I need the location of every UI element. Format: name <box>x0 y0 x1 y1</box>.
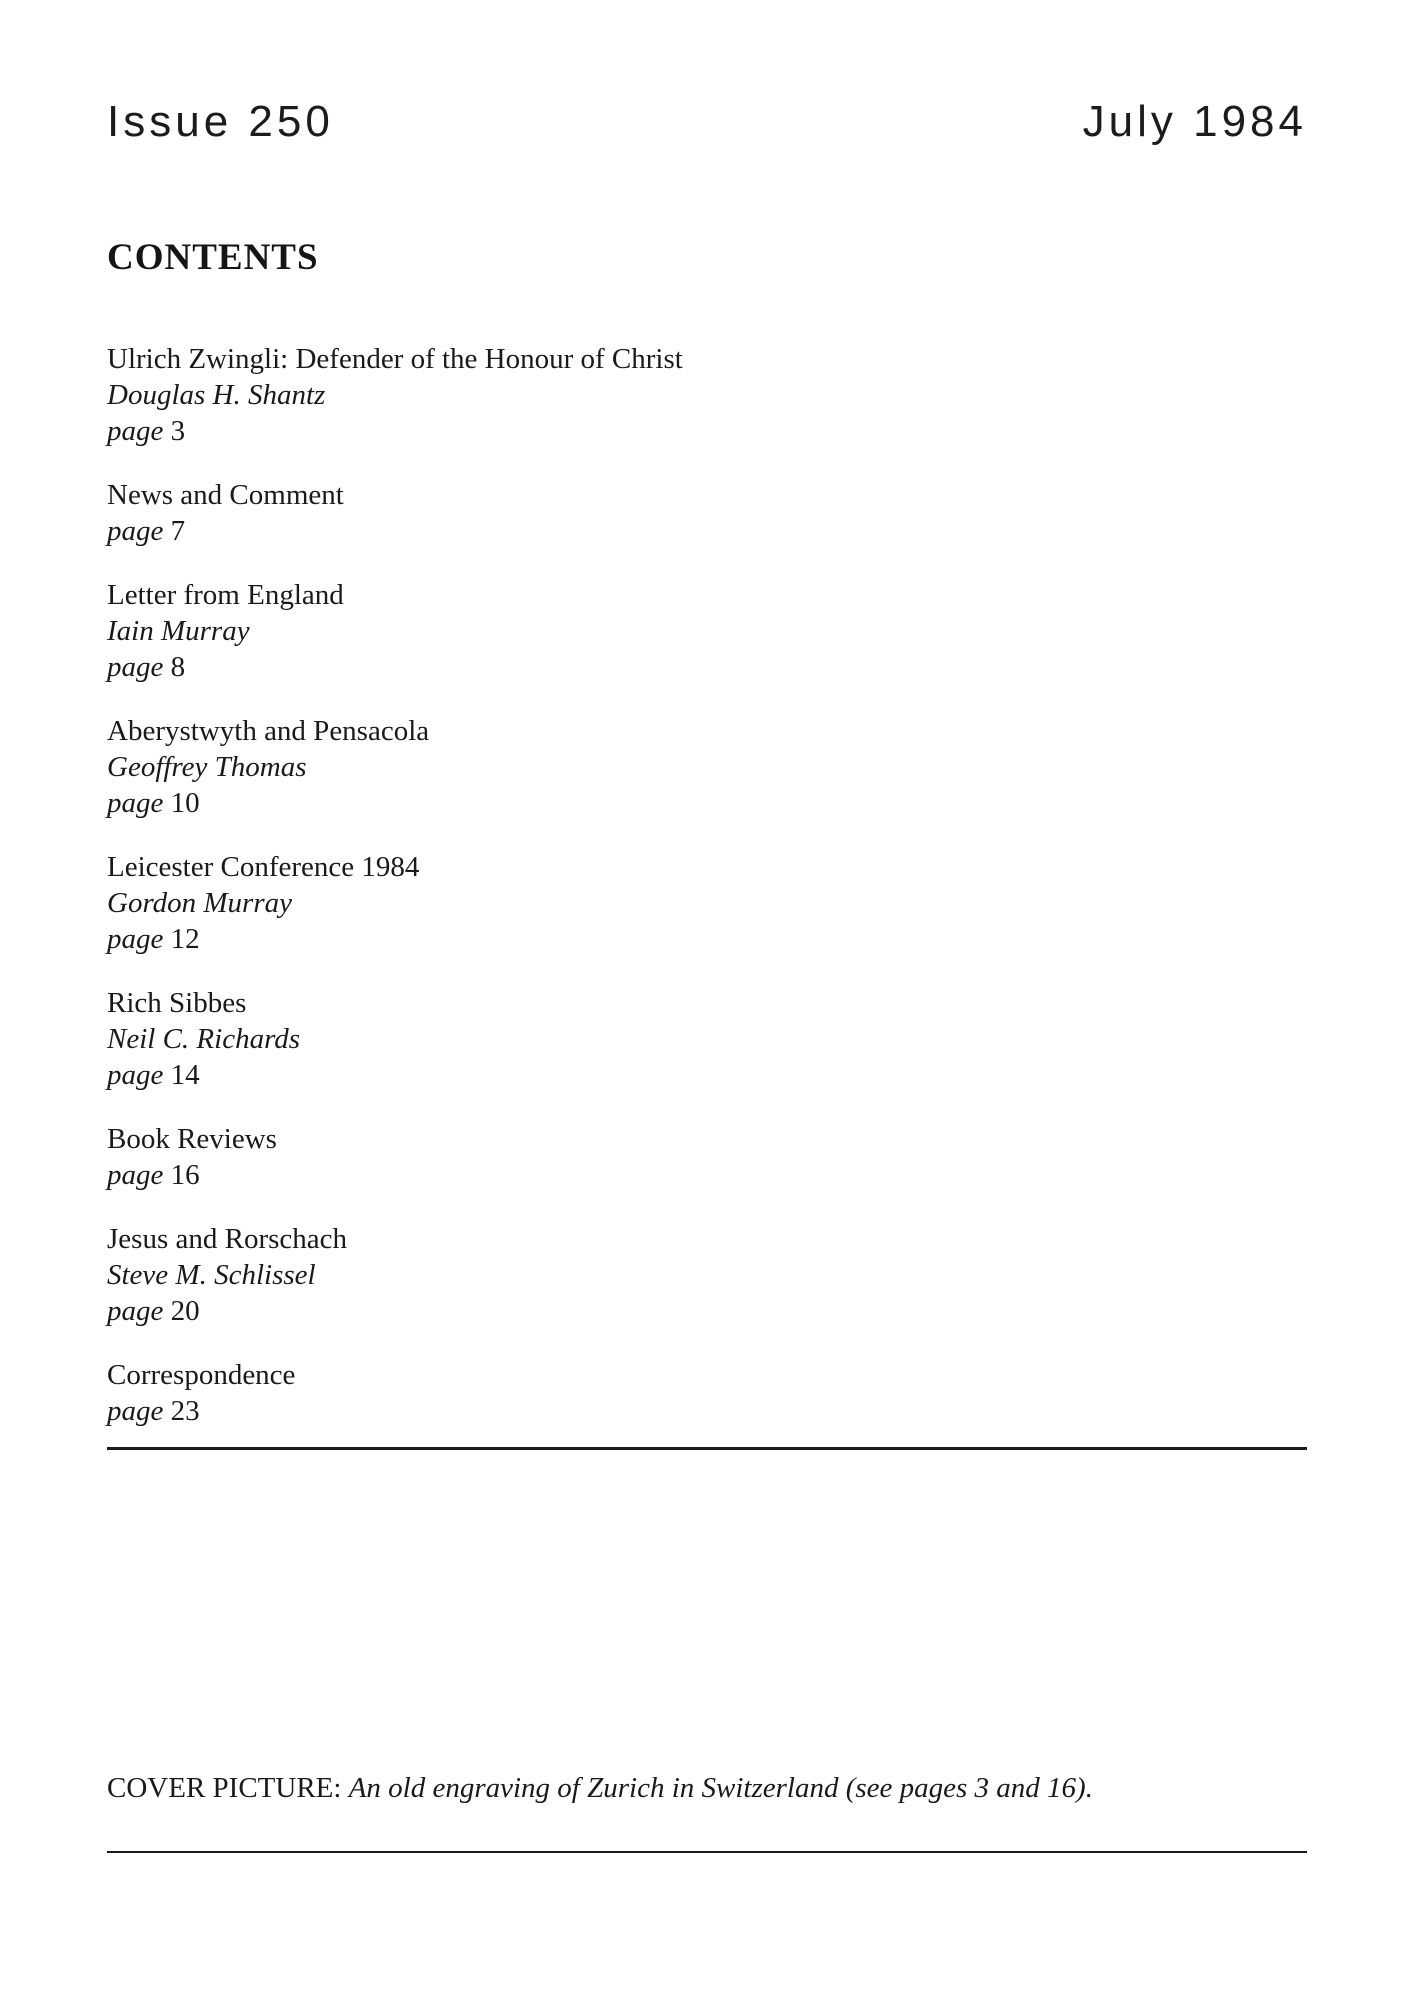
entry-page <box>107 785 1307 821</box>
contents-heading: CONTENTS <box>107 237 319 278</box>
page-word: page <box>107 787 164 819</box>
page-word: page <box>107 1295 164 1327</box>
table-of-contents <box>107 341 1307 1429</box>
entry-title: News and Comment <box>107 479 344 511</box>
page-number: 12 <box>170 923 200 955</box>
issue-label: Issue 250 <box>107 97 334 146</box>
page-word: page <box>107 515 164 547</box>
page-word: page <box>107 923 164 955</box>
page-word: page <box>107 1059 164 1091</box>
toc-entry <box>107 477 1307 549</box>
page-word: page <box>107 651 164 683</box>
entry-page <box>107 649 1307 685</box>
entry-author: Douglas H. Shantz <box>107 379 326 411</box>
entry-author: Neil C. Richards <box>107 1023 301 1055</box>
entry-author: Steve M. Schlissel <box>107 1259 316 1291</box>
toc-entry <box>107 577 1307 685</box>
entry-page <box>107 513 1307 549</box>
toc-entry <box>107 985 1307 1093</box>
entry-title: Correspondence <box>107 1359 296 1391</box>
entry-page <box>107 921 1307 957</box>
page-number: 16 <box>170 1159 200 1191</box>
date-label: July 1984 <box>1082 97 1307 146</box>
toc-entry <box>107 1357 1307 1429</box>
page-number: 14 <box>170 1059 200 1091</box>
page-number: 20 <box>170 1295 200 1327</box>
entry-author: Iain Murray <box>107 615 250 647</box>
toc-entry <box>107 713 1307 821</box>
entry-title: Letter from England <box>107 579 344 611</box>
entry-author: Gordon Murray <box>107 887 293 919</box>
entry-title: Leicester Conference 1984 <box>107 851 420 883</box>
entry-title: Aberystwyth and Pensacola <box>107 715 430 747</box>
page-word: page <box>107 1395 164 1427</box>
entry-title: Rich Sibbes <box>107 987 247 1019</box>
entry-page <box>107 1293 1307 1329</box>
page-number: 8 <box>170 651 186 683</box>
entry-page <box>107 1157 1307 1193</box>
toc-entry <box>107 1121 1307 1193</box>
entry-author: Geoffrey Thomas <box>107 751 307 783</box>
page-number: 3 <box>170 415 186 447</box>
toc-entry <box>107 1221 1307 1329</box>
toc-entry <box>107 849 1307 957</box>
page-number: 7 <box>170 515 186 547</box>
cover-picture-note <box>107 1770 1307 1806</box>
entry-page <box>107 1393 1307 1429</box>
toc-entry <box>107 341 1307 449</box>
entry-page <box>107 413 1307 449</box>
page-number: 23 <box>170 1395 200 1427</box>
entry-title: Book Reviews <box>107 1123 277 1155</box>
cover-picture-label: COVER PICTURE: <box>107 1772 342 1804</box>
masthead <box>107 0 1307 144</box>
cover-picture-description: An old engraving of Zurich in Switzerland (see pages 3 and 16). <box>348 1772 1093 1804</box>
page-word: page <box>107 415 164 447</box>
divider-rule-bottom <box>107 1851 1307 1853</box>
entry-title: Ulrich Zwingli: Defender of the Honour of Christ <box>107 343 683 375</box>
page-number: 10 <box>170 787 200 819</box>
entry-page <box>107 1057 1307 1093</box>
divider-rule-top <box>107 1447 1307 1450</box>
page-word: page <box>107 1159 164 1191</box>
entry-title: Jesus and Rorschach <box>107 1223 348 1255</box>
